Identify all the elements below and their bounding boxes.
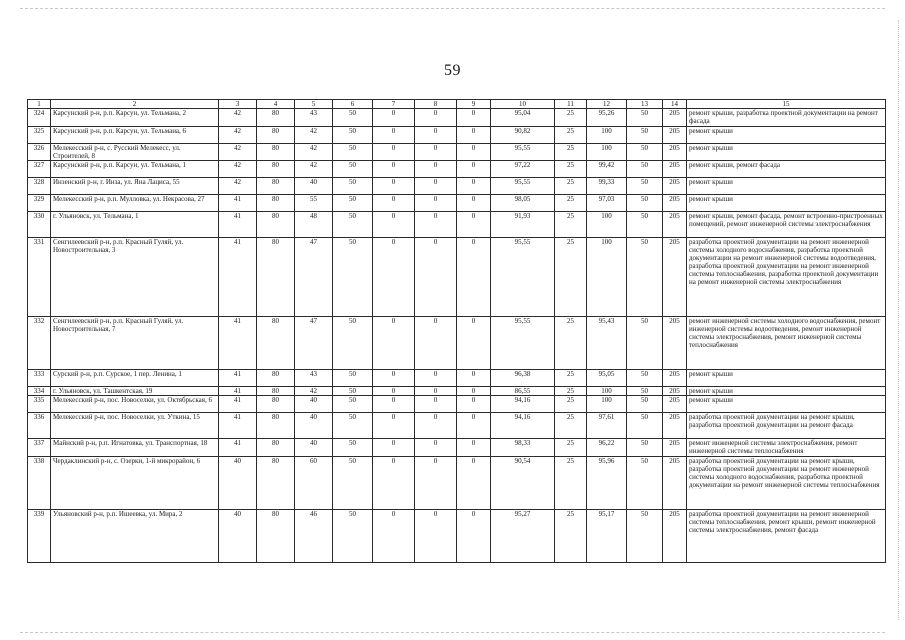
value-cell: 42 <box>219 127 257 144</box>
value-cell: 48 <box>295 212 333 238</box>
row-number: 330 <box>28 212 51 238</box>
works-cell: разработка проектной документации на ремонт крыши, разработка проектной документации на ремонт инженерной системы холодного водоснабжения, разработка проектной документации на ремонт инженерной системы теплоснабжения <box>687 457 886 510</box>
value-cell: 25 <box>555 317 587 370</box>
scan-edge-bottom <box>20 632 885 633</box>
value-cell: 42 <box>295 387 333 396</box>
value-cell: 25 <box>555 370 587 387</box>
page-number: 59 <box>444 62 461 79</box>
value-cell: 100 <box>587 387 627 396</box>
value-cell: 95,17 <box>587 510 627 563</box>
value-cell: 0 <box>415 178 457 195</box>
value-cell: 0 <box>415 317 457 370</box>
value-cell: 0 <box>373 370 415 387</box>
value-cell: 95,43 <box>587 317 627 370</box>
works-cell: ремонт крыши, ремонт фасада, ремонт встроенно-пристроенных помещений, ремонт инженерной системы электроснабжения <box>687 212 886 238</box>
value-cell: 0 <box>415 212 457 238</box>
address-cell: Инзенский р-н, г. Инза, ул. Яна Лациса, 55 <box>51 178 219 195</box>
value-cell: 80 <box>257 439 295 457</box>
value-cell: 0 <box>457 317 491 370</box>
value-cell: 80 <box>257 161 295 178</box>
value-cell: 42 <box>295 127 333 144</box>
value-cell: 0 <box>457 144 491 161</box>
value-cell: 0 <box>415 238 457 317</box>
row-number: 326 <box>28 144 51 161</box>
row-number: 337 <box>28 439 51 457</box>
header-cell: 9 <box>457 100 491 109</box>
header-cell: 10 <box>491 100 555 109</box>
value-cell: 80 <box>257 510 295 563</box>
row-number: 325 <box>28 127 51 144</box>
value-cell: 47 <box>295 238 333 317</box>
address-cell: Мелекесский р-н, пос. Новоселки, ул. Уткина, 15 <box>51 413 219 439</box>
value-cell: 0 <box>457 109 491 127</box>
value-cell: 205 <box>663 178 687 195</box>
value-cell: 0 <box>373 413 415 439</box>
works-cell: ремонт инженерной системы холодного водоснабжения, ремонт инженерной системы водоотведения, ремонт инженерной системы электроснабжения, ремонт инженерной системы теплоснабжения <box>687 317 886 370</box>
address-cell: Майнский р-н, р.п. Игнатовка, ул. Транспортная, 18 <box>51 439 219 457</box>
value-cell: 42 <box>219 109 257 127</box>
scan-edge-right <box>898 20 899 620</box>
value-cell: 80 <box>257 178 295 195</box>
value-cell: 50 <box>627 370 663 387</box>
value-cell: 40 <box>219 457 257 510</box>
value-cell: 205 <box>663 439 687 457</box>
value-cell: 97,22 <box>491 161 555 178</box>
works-cell: ремонт крыши <box>687 127 886 144</box>
value-cell: 25 <box>555 457 587 510</box>
value-cell: 0 <box>457 161 491 178</box>
value-cell: 50 <box>333 317 373 370</box>
value-cell: 0 <box>457 413 491 439</box>
works-cell: ремонт крыши, разработка проектной документации на ремонт фасада <box>687 109 886 127</box>
address-cell: г. Ульяновск, ул. Тельмана, 1 <box>51 212 219 238</box>
table-row <box>28 178 886 195</box>
value-cell: 94,16 <box>491 396 555 413</box>
value-cell: 25 <box>555 439 587 457</box>
row-number: 338 <box>28 457 51 510</box>
row-number: 335 <box>28 396 51 413</box>
value-cell: 95,05 <box>587 370 627 387</box>
value-cell: 41 <box>219 439 257 457</box>
table-row <box>28 238 886 317</box>
value-cell: 98,05 <box>491 195 555 212</box>
value-cell: 205 <box>663 413 687 439</box>
value-cell: 40 <box>295 178 333 195</box>
value-cell: 95,96 <box>587 457 627 510</box>
value-cell: 95,55 <box>491 144 555 161</box>
value-cell: 50 <box>627 212 663 238</box>
value-cell: 80 <box>257 127 295 144</box>
value-cell: 0 <box>415 195 457 212</box>
value-cell: 50 <box>333 161 373 178</box>
value-cell: 0 <box>373 457 415 510</box>
works-cell: ремонт крыши, ремонт фасада <box>687 161 886 178</box>
value-cell: 50 <box>333 109 373 127</box>
value-cell: 80 <box>257 413 295 439</box>
value-cell: 100 <box>587 238 627 317</box>
header-cell: 8 <box>415 100 457 109</box>
value-cell: 50 <box>333 396 373 413</box>
table-row <box>28 370 886 387</box>
value-cell: 60 <box>295 457 333 510</box>
value-cell: 80 <box>257 195 295 212</box>
header-cell: 2 <box>51 100 219 109</box>
value-cell: 41 <box>219 195 257 212</box>
value-cell: 0 <box>457 370 491 387</box>
value-cell: 42 <box>219 144 257 161</box>
address-cell: Мелекесский р-н, пос. Новоселки, ул. Октябрьская, 6 <box>51 396 219 413</box>
value-cell: 0 <box>373 317 415 370</box>
value-cell: 95,27 <box>491 510 555 563</box>
value-cell: 41 <box>219 238 257 317</box>
value-cell: 0 <box>373 127 415 144</box>
address-cell: Карсунский р-н, р.п. Карсун, ул. Тельмана, 2 <box>51 109 219 127</box>
value-cell: 0 <box>373 178 415 195</box>
value-cell: 80 <box>257 212 295 238</box>
value-cell: 50 <box>627 317 663 370</box>
address-cell: Карсунский р-н, р.п. Карсун, ул. Тельмана, 6 <box>51 127 219 144</box>
header-cell: 13 <box>627 100 663 109</box>
value-cell: 80 <box>257 109 295 127</box>
value-cell: 0 <box>373 195 415 212</box>
value-cell: 50 <box>333 457 373 510</box>
value-cell: 91,93 <box>491 212 555 238</box>
value-cell: 80 <box>257 317 295 370</box>
value-cell: 50 <box>627 396 663 413</box>
value-cell: 80 <box>257 144 295 161</box>
address-cell: Карсунский р-н, р.п. Карсун, ул. Тельмана, 1 <box>51 161 219 178</box>
table-row <box>28 396 886 413</box>
value-cell: 25 <box>555 238 587 317</box>
value-cell: 50 <box>627 195 663 212</box>
value-cell: 40 <box>295 439 333 457</box>
value-cell: 50 <box>627 109 663 127</box>
value-cell: 95,26 <box>587 109 627 127</box>
value-cell: 205 <box>663 238 687 317</box>
value-cell: 86,55 <box>491 387 555 396</box>
table-row <box>28 439 886 457</box>
works-cell: ремонт крыши <box>687 178 886 195</box>
value-cell: 50 <box>333 413 373 439</box>
value-cell: 0 <box>415 457 457 510</box>
value-cell: 40 <box>219 510 257 563</box>
works-cell: ремонт крыши <box>687 387 886 396</box>
works-cell: ремонт инженерной системы электроснабжения, ремонт инженерной системы теплоснабжения <box>687 439 886 457</box>
value-cell: 0 <box>373 212 415 238</box>
header-cell: 15 <box>687 100 886 109</box>
table-row <box>28 195 886 212</box>
address-cell: Ульяновский р-н, р.п. Ишеевка, ул. Мира, 2 <box>51 510 219 563</box>
header-cell: 3 <box>219 100 257 109</box>
value-cell: 0 <box>457 127 491 144</box>
value-cell: 97,61 <box>587 413 627 439</box>
header-cell: 5 <box>295 100 333 109</box>
value-cell: 25 <box>555 127 587 144</box>
value-cell: 0 <box>457 195 491 212</box>
header-cell: 11 <box>555 100 587 109</box>
works-cell: ремонт крыши <box>687 144 886 161</box>
value-cell: 43 <box>295 370 333 387</box>
value-cell: 42 <box>295 161 333 178</box>
value-cell: 41 <box>219 396 257 413</box>
value-cell: 95,55 <box>491 238 555 317</box>
value-cell: 25 <box>555 144 587 161</box>
value-cell: 0 <box>373 510 415 563</box>
works-cell: ремонт крыши <box>687 195 886 212</box>
value-cell: 205 <box>663 457 687 510</box>
value-cell: 0 <box>373 109 415 127</box>
value-cell: 50 <box>627 178 663 195</box>
value-cell: 95,04 <box>491 109 555 127</box>
value-cell: 205 <box>663 317 687 370</box>
value-cell: 0 <box>415 439 457 457</box>
value-cell: 94,16 <box>491 413 555 439</box>
value-cell: 0 <box>457 510 491 563</box>
value-cell: 0 <box>457 178 491 195</box>
address-cell: Мелекесский р-н, р.п. Мулловка, ул. Некрасова, 27 <box>51 195 219 212</box>
value-cell: 0 <box>415 510 457 563</box>
value-cell: 41 <box>219 387 257 396</box>
address-cell: Мелекесский р-н, с. Русский Мелекесс, ул. Строителей, 8 <box>51 144 219 161</box>
row-number: 332 <box>28 317 51 370</box>
table-row <box>28 212 886 238</box>
value-cell: 0 <box>415 413 457 439</box>
value-cell: 50 <box>627 144 663 161</box>
value-cell: 205 <box>663 109 687 127</box>
value-cell: 205 <box>663 161 687 178</box>
value-cell: 205 <box>663 144 687 161</box>
value-cell: 100 <box>587 144 627 161</box>
value-cell: 205 <box>663 212 687 238</box>
value-cell: 50 <box>333 178 373 195</box>
value-cell: 0 <box>415 370 457 387</box>
address-cell: Чердаклинский р-н, с. Озерки, 1-й микрорайон, 6 <box>51 457 219 510</box>
value-cell: 0 <box>373 387 415 396</box>
table-row <box>28 317 886 370</box>
value-cell: 0 <box>373 439 415 457</box>
row-number: 339 <box>28 510 51 563</box>
value-cell: 50 <box>627 387 663 396</box>
works-cell: разработка проектной документации на ремонт инженерной системы теплоснабжения, ремонт крыши, ремонт инженерной системы электроснабжения, ремонт фасада <box>687 510 886 563</box>
value-cell: 42 <box>295 144 333 161</box>
value-cell: 0 <box>457 439 491 457</box>
row-number: 331 <box>28 238 51 317</box>
value-cell: 50 <box>627 457 663 510</box>
row-number: 336 <box>28 413 51 439</box>
value-cell: 50 <box>627 127 663 144</box>
value-cell: 205 <box>663 195 687 212</box>
header-cell: 6 <box>333 100 373 109</box>
value-cell: 50 <box>627 161 663 178</box>
value-cell: 25 <box>555 109 587 127</box>
value-cell: 50 <box>627 439 663 457</box>
value-cell: 25 <box>555 510 587 563</box>
row-number: 324 <box>28 109 51 127</box>
value-cell: 80 <box>257 370 295 387</box>
value-cell: 205 <box>663 510 687 563</box>
value-cell: 90,82 <box>491 127 555 144</box>
value-cell: 96,22 <box>587 439 627 457</box>
value-cell: 0 <box>415 109 457 127</box>
value-cell: 0 <box>457 212 491 238</box>
value-cell: 80 <box>257 457 295 510</box>
works-cell: разработка проектной документации на ремонт крыши, разработка проектной документации на ремонт фасада <box>687 413 886 439</box>
value-cell: 97,03 <box>587 195 627 212</box>
value-cell: 50 <box>333 195 373 212</box>
value-cell: 43 <box>295 109 333 127</box>
value-cell: 50 <box>627 413 663 439</box>
row-number: 333 <box>28 370 51 387</box>
row-number: 327 <box>28 161 51 178</box>
value-cell: 25 <box>555 387 587 396</box>
value-cell: 42 <box>219 178 257 195</box>
value-cell: 25 <box>555 161 587 178</box>
value-cell: 100 <box>587 127 627 144</box>
value-cell: 47 <box>295 317 333 370</box>
scan-edge-top <box>20 8 885 9</box>
value-cell: 25 <box>555 396 587 413</box>
value-cell: 46 <box>295 510 333 563</box>
works-cell: ремонт крыши <box>687 370 886 387</box>
value-cell: 98,33 <box>491 439 555 457</box>
value-cell: 50 <box>333 238 373 317</box>
value-cell: 25 <box>555 413 587 439</box>
table-row <box>28 457 886 510</box>
works-cell: разработка проектной документации на ремонт инженерной системы холодного водоснабжения, разработка проектной документации на ремонт инженерной системы водоотведения, разработка проектной документации на ремонт инженерной системы теплоснабжения, разработка проектной документации на ремонт инженерной системы электроснабжения <box>687 238 886 317</box>
table-row <box>28 127 886 144</box>
value-cell: 205 <box>663 387 687 396</box>
value-cell: 50 <box>333 387 373 396</box>
value-cell: 0 <box>373 144 415 161</box>
value-cell: 205 <box>663 370 687 387</box>
value-cell: 100 <box>587 396 627 413</box>
value-cell: 50 <box>627 510 663 563</box>
table-row <box>28 144 886 161</box>
table-row <box>28 413 886 439</box>
value-cell: 205 <box>663 396 687 413</box>
value-cell: 80 <box>257 387 295 396</box>
value-cell: 41 <box>219 317 257 370</box>
register-table <box>27 99 886 563</box>
value-cell: 0 <box>457 457 491 510</box>
works-cell: ремонт крыши <box>687 396 886 413</box>
value-cell: 96,38 <box>491 370 555 387</box>
value-cell: 0 <box>415 396 457 413</box>
value-cell: 0 <box>415 161 457 178</box>
header-cell: 4 <box>257 100 295 109</box>
value-cell: 40 <box>295 396 333 413</box>
row-number: 329 <box>28 195 51 212</box>
value-cell: 0 <box>457 387 491 396</box>
value-cell: 25 <box>555 212 587 238</box>
value-cell: 41 <box>219 212 257 238</box>
value-cell: 0 <box>415 144 457 161</box>
value-cell: 50 <box>333 212 373 238</box>
header-cell: 12 <box>587 100 627 109</box>
value-cell: 80 <box>257 238 295 317</box>
value-cell: 50 <box>333 370 373 387</box>
value-cell: 50 <box>333 144 373 161</box>
value-cell: 205 <box>663 127 687 144</box>
value-cell: 99,42 <box>587 161 627 178</box>
row-number: 334 <box>28 387 51 396</box>
address-cell: Сенгилеевский р-н, р.п. Красный Гуляй, ул. Новостроительная, 3 <box>51 238 219 317</box>
value-cell: 25 <box>555 195 587 212</box>
value-cell: 80 <box>257 396 295 413</box>
value-cell: 100 <box>587 212 627 238</box>
value-cell: 0 <box>373 238 415 317</box>
value-cell: 50 <box>333 439 373 457</box>
value-cell: 25 <box>555 178 587 195</box>
value-cell: 99,33 <box>587 178 627 195</box>
value-cell: 95,55 <box>491 317 555 370</box>
value-cell: 50 <box>333 127 373 144</box>
value-cell: 42 <box>219 161 257 178</box>
address-cell: г. Ульяновск, ул. Ташкентская, 19 <box>51 387 219 396</box>
value-cell: 55 <box>295 195 333 212</box>
value-cell: 0 <box>415 127 457 144</box>
value-cell: 0 <box>457 396 491 413</box>
header-cell: 14 <box>663 100 687 109</box>
header-cell: 7 <box>373 100 415 109</box>
address-cell: Сенгилеевский р-н, р.п. Красный Гуляй, ул. Новостроительная, 7 <box>51 317 219 370</box>
value-cell: 50 <box>333 510 373 563</box>
table-row <box>28 161 886 178</box>
table-row <box>28 387 886 396</box>
table-row <box>28 510 886 563</box>
value-cell: 50 <box>627 238 663 317</box>
value-cell: 0 <box>457 238 491 317</box>
table-row <box>28 109 886 127</box>
value-cell: 40 <box>295 413 333 439</box>
table-header-row <box>28 100 886 109</box>
row-number: 328 <box>28 178 51 195</box>
value-cell: 0 <box>373 161 415 178</box>
value-cell: 0 <box>415 387 457 396</box>
value-cell: 95,55 <box>491 178 555 195</box>
address-cell: Сурский р-н, р.п. Сурское, 1 пер. Ленина, 1 <box>51 370 219 387</box>
value-cell: 90,54 <box>491 457 555 510</box>
value-cell: 41 <box>219 413 257 439</box>
header-cell: 1 <box>28 100 51 109</box>
value-cell: 0 <box>373 396 415 413</box>
value-cell: 41 <box>219 370 257 387</box>
